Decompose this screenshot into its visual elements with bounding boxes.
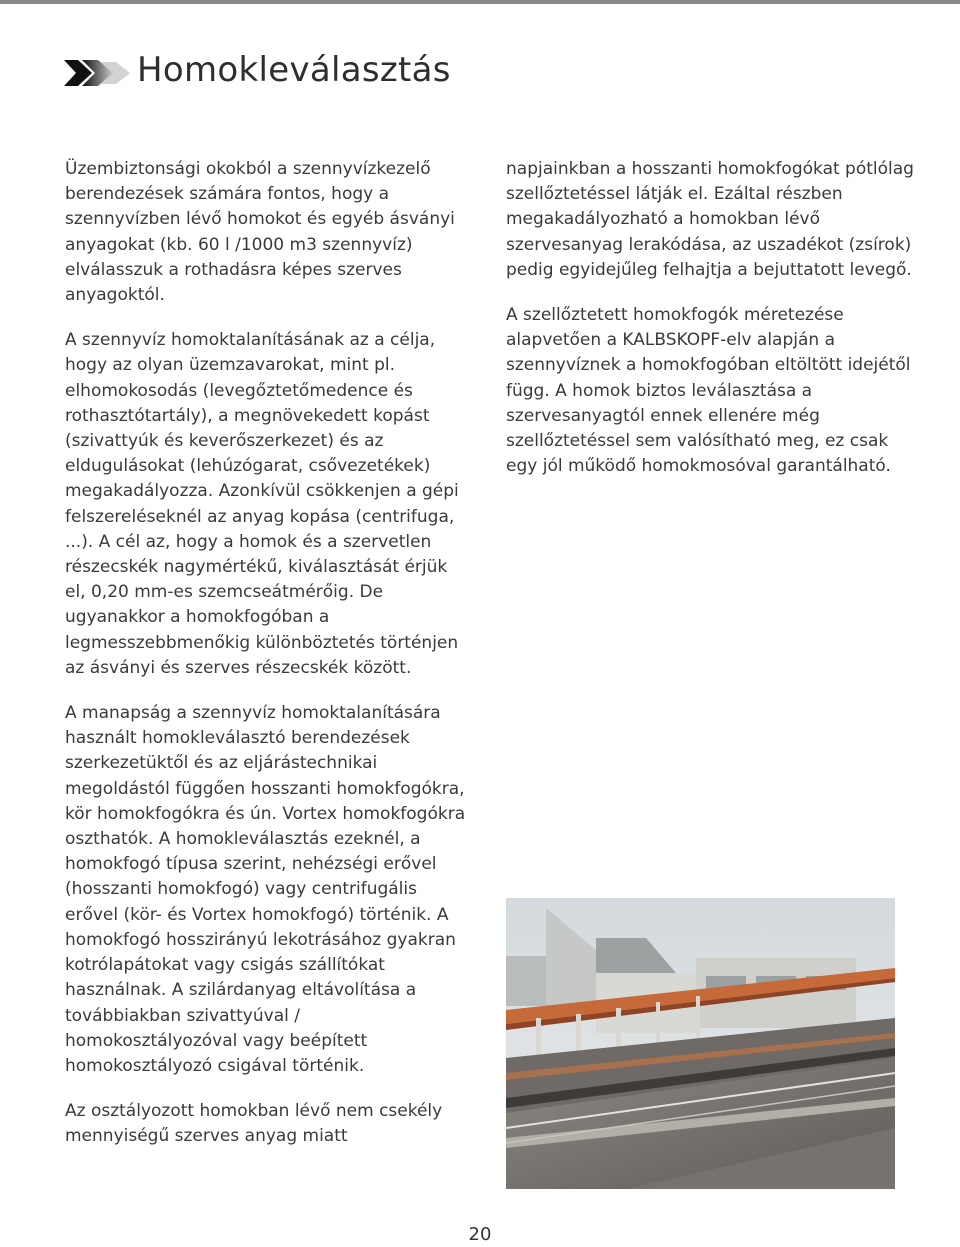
right-column: [506, 157, 916, 479]
left-paragraph-4: Az osztályozott homokban lévő nem csekély mennyiségű szerves anyag miatt: [65, 1101, 443, 1147]
left-column: [65, 157, 470, 1150]
left-paragraph-2: A szennyvíz homoktalanításának az a célja, hogy az olyan üzemzavarokat, mint pl. elhomokosodás (levegőztetőmedence és rothasztótartály), a megnövekedett kopást (szivattyúk és keverőszerkezet) és az eldugulásokat (lehúzógarat, csővezetékek) megakadályozza. Azonkívül csökkenjen a gépi felszereléseknél az anyag kopása (centrifuga, ...). A cél az, hogy a homok és a szervetlen részecskék nagymértékű, kiválasztását érjük el, 0,20 mm-es szemcseátmérőig. De ugyanakkor a homokfogóban a legmesszebbmenőkig különböztetés történjen az ásványi és szerves részecskék között.: [65, 330, 459, 678]
double-chevron-icon: [64, 58, 134, 88]
left-paragraph-1: Üzembiztonsági okokból a szennyvízkezelő berendezések számára fontos, hogy a szennyvízben lévő homokot és egyéb ásványi anyagokat (kb. 60 l /1000 m3 szennyvíz) elválasszuk a rothadásra képes szerves anyagoktól.: [65, 159, 455, 306]
page-title: Homokleválasztás: [137, 50, 451, 90]
grit-chamber-photo: [506, 898, 895, 1189]
top-rule: [0, 0, 960, 4]
right-paragraph-2: A szellőztetett homokfogók méretezése alapvetően a KALBSKOPF-elv alapján a szennyvíznek a homokfogóban eltöltött idejétől függ. A homok biztos leválasztása a szervesanyagtól ennek ellenére még szellőztetéssel sem valósítható meg, ez csak egy jól működő homokmosóval garantálható.: [506, 305, 911, 477]
right-paragraph-1: napjainkban a hosszanti homokfogókat pótlólag szellőztetéssel látják el. Ezáltal részben megakadályozható a homokban lévő szervesanyag lerakódása, az uszadékot (zsírok) pedig egyidejűleg felhajtja a bejuttatott levegő.: [506, 159, 914, 280]
left-paragraph-3: A manapság a szennyvíz homoktalanítására használt homokleválasztó berendezések szerkezetüktől és az eljárástechnikai megoldástól függően hosszanti homokfogókra, kör homokfogókra és ún. Vortex homokfogókra oszthatók. A homokleválasztás ezeknél, a homokfogó típusa szerint, nehézségi erővel (hosszanti homokfogó) vagy centrifugális erővel (kör- és Vortex homokfogó) történik. A homokfogó hosszirányú lekotrásához gyakran kotrólapátokat vagy csigás szállítókat használnak. A szilárdanyag eltávolítása a továbbiakban szivattyúval / homokosztályozóval vagy beépített homokosztályozó csigával történik.: [65, 703, 466, 1076]
page-number: 20: [468, 1224, 492, 1245]
